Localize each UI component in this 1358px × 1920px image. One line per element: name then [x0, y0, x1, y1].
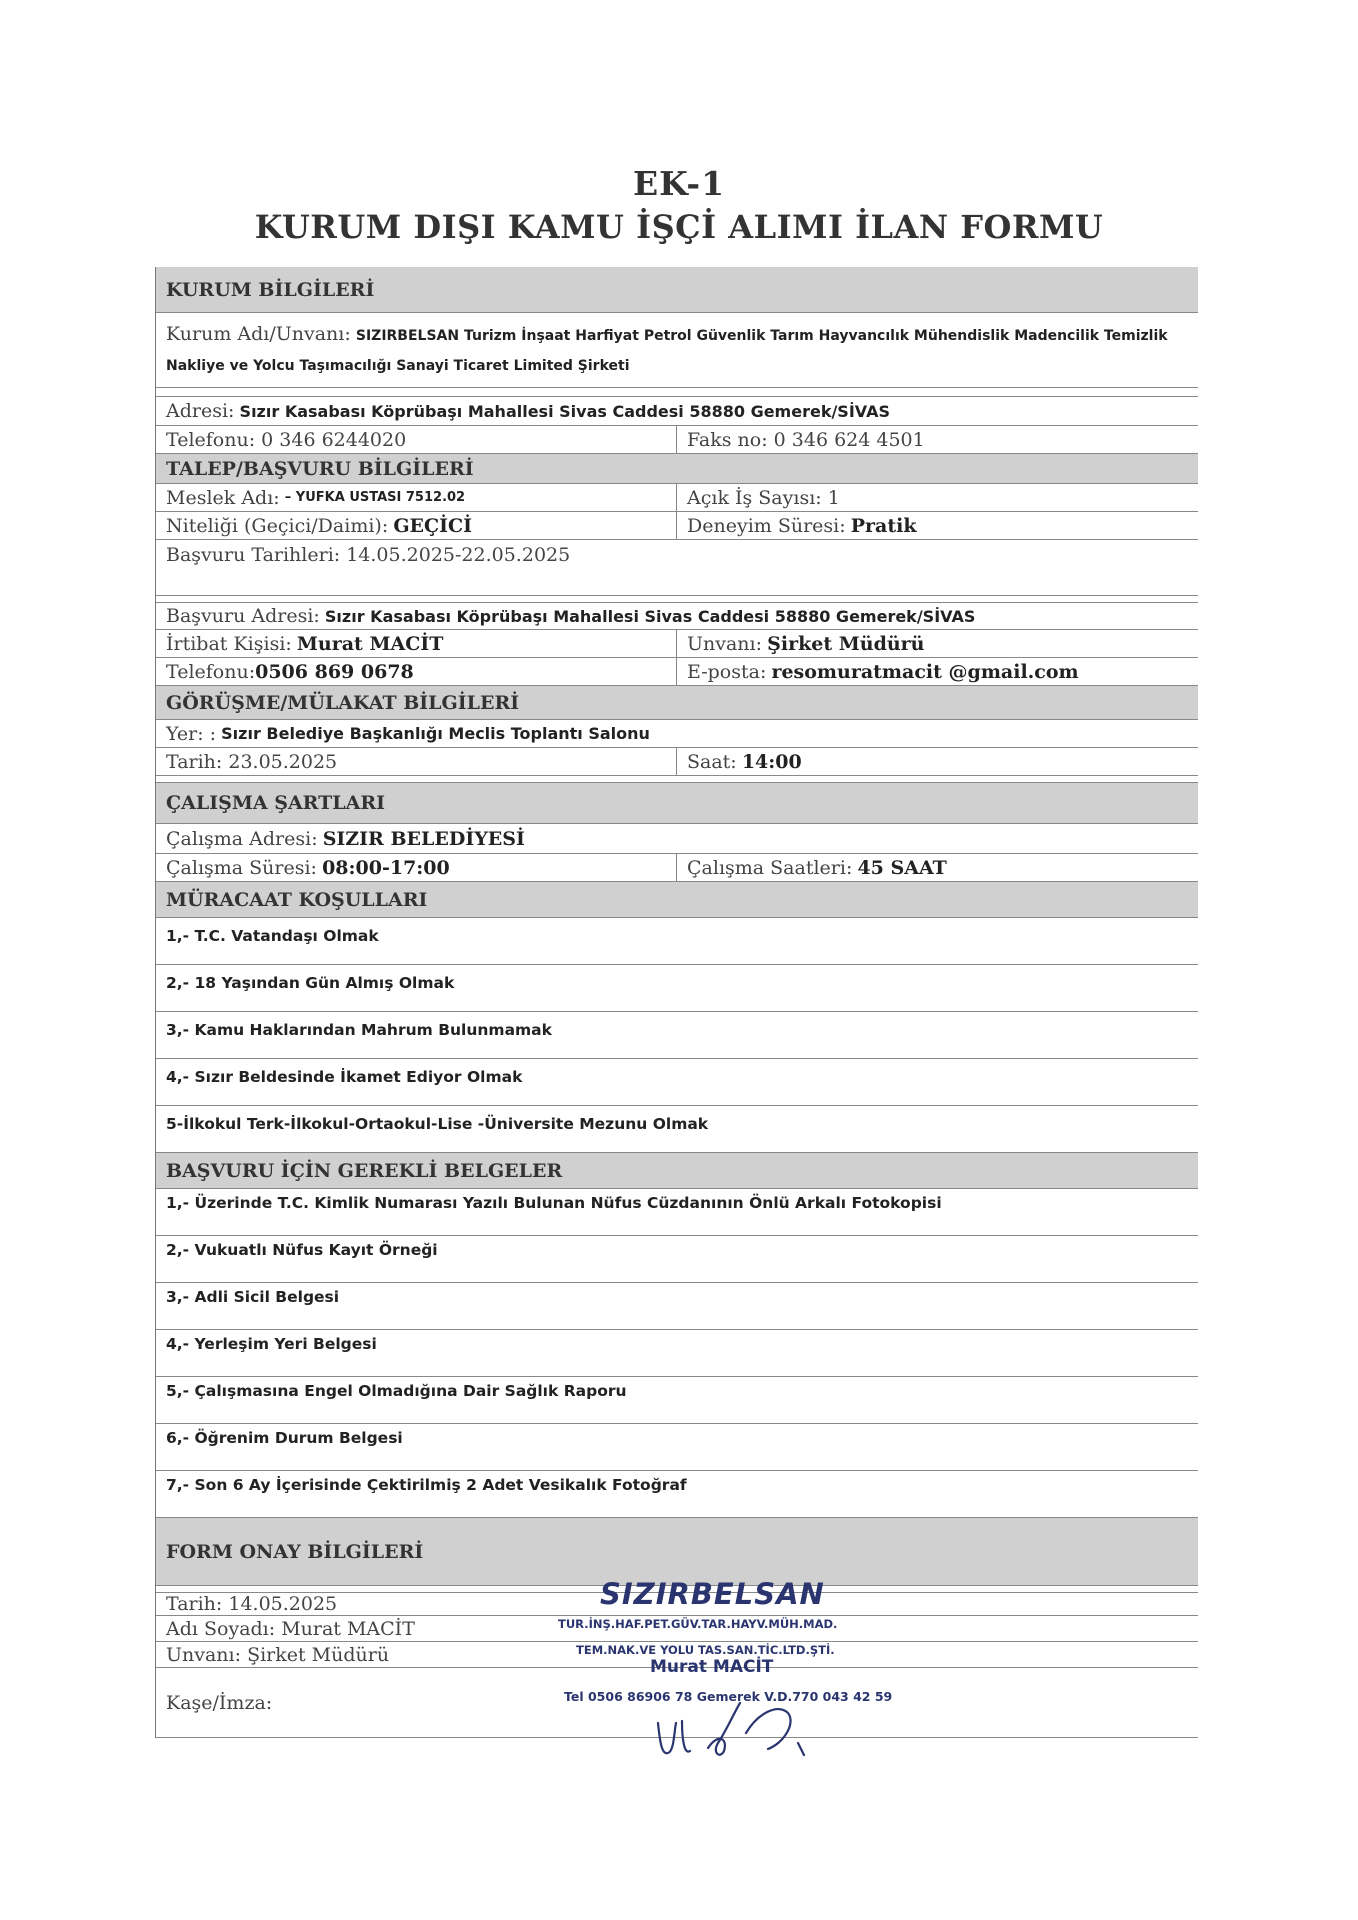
belge-item-2: 2,- Vukuatlı Nüfus Kayıt Örneği	[166, 1241, 438, 1259]
section-title: TALEP/BAŞVURU BİLGİLERİ	[166, 457, 474, 480]
section-title: MÜRACAAT KOŞULLARI	[166, 888, 428, 911]
stamp-name: Murat MACİT	[650, 1657, 774, 1677]
section-header-muracaat	[156, 882, 1198, 918]
basvuru-adres-label: Başvuru Adresi:	[166, 605, 320, 627]
onay-unvan: Unvanı: Şirket Müdürü	[166, 1643, 390, 1666]
list-item	[156, 1012, 1198, 1059]
calisma-sure-label: Çalışma Süresi:	[166, 856, 317, 879]
application-form	[155, 267, 1198, 1738]
muracaat-item-4: 4,- Sızır Beldesinde İkamet Ediyor Olmak	[166, 1068, 523, 1086]
company-stamp	[558, 1575, 898, 1775]
list-item	[156, 965, 1198, 1012]
saat-label: Saat:	[687, 750, 737, 773]
belge-item-6: 6,- Öğrenim Durum Belgesi	[166, 1429, 403, 1447]
basvuru-adres-row	[156, 602, 1198, 630]
section-title: ÇALIŞMA ŞARTLARI	[166, 792, 386, 814]
deneyim-label: Deneyim Süresi:	[687, 514, 846, 537]
yer-label: Yer: :	[166, 722, 217, 745]
nitelik-value: GEÇİCİ	[393, 514, 473, 537]
belge-item-4: 4,- Yerleşim Yeri Belgesi	[166, 1335, 377, 1353]
calisma-adres-label: Çalışma Adresi:	[166, 827, 318, 850]
document-code: EK-1	[632, 164, 726, 203]
muracaat-item-5: 5-İlkokul Terk-İlkokul-Ortaokul-Lise -Üniversite Mezunu Olmak	[166, 1115, 709, 1133]
nitelik-row	[156, 512, 1198, 540]
meslek-label: Meslek Adı:	[166, 486, 280, 509]
onay-adsoyad: Adı Soyadı: Murat MACİT	[166, 1617, 415, 1640]
yer-row	[156, 720, 1198, 748]
stamp-line-4: Tel 0506 86906 78 Gemerek V.D.770 043 42 59	[564, 1689, 893, 1704]
kurum-adres-row	[156, 396, 1198, 426]
kurum-adres-value: Sızır Kasabası Köprübaşı Mahallesi Sivas Caddesi 58880 Gemerek/SİVAS	[239, 401, 890, 421]
section-header-gorusme	[156, 686, 1198, 720]
section-header-calisma	[156, 782, 1198, 824]
muracaat-item-2: 2,- 18 Yaşından Gün Almış Olmak	[166, 974, 455, 992]
list-item	[156, 1424, 1198, 1471]
section-header-talep	[156, 454, 1198, 484]
yer-value: Sızır Belediye Başkanlığı Meclis Toplantı Salonu	[221, 724, 650, 743]
kurum-telefon: Telefonu: 0 346 6244020	[166, 428, 407, 451]
saat-value: 14:00	[741, 750, 802, 773]
muracaat-item-3: 3,- Kamu Haklarından Mahrum Bulunmamak	[166, 1021, 552, 1039]
irtibat-value: Murat MACİT	[296, 632, 444, 655]
kurum-faks: Faks no: 0 346 624 4501	[687, 428, 925, 451]
stamp-brand: SIZIRBELSAN	[600, 1577, 825, 1611]
meslek-row	[156, 484, 1198, 512]
irtibat-telefon-value: 0506 869 0678	[255, 660, 414, 683]
list-item	[156, 1377, 1198, 1424]
calisma-adres-row	[156, 824, 1198, 854]
list-item	[156, 1059, 1198, 1106]
meslek-value: – YUFKA USTASI 7512.02	[284, 490, 466, 505]
kurum-adi-row	[156, 313, 1198, 388]
list-item	[156, 1330, 1198, 1377]
list-item	[156, 1236, 1198, 1283]
list-item	[156, 918, 1198, 965]
basvuru-tarihleri-row	[156, 540, 1198, 596]
irtibat-label: İrtibat Kişisi:	[166, 632, 292, 655]
basvuru-tarihleri: Başvuru Tarihleri: 14.05.2025-22.05.2025	[166, 544, 571, 566]
calisma-adres-value: SIZIR BELEDİYESİ	[322, 827, 525, 850]
calisma-saatleri-value: 45 SAAT	[857, 856, 947, 879]
stamp-line-2: TEM.NAK.VE YOLU TAS.SAN.TİC.LTD.ŞTİ.	[576, 1643, 835, 1657]
basvuru-adres-value: Sızır Kasabası Köprübaşı Mahallesi Sivas Caddesi 58880 Gemerek/SİVAS	[324, 606, 976, 626]
list-item	[156, 1471, 1198, 1518]
irtibat-telefon-label: Telefonu:	[166, 660, 256, 683]
gorusme-tarih-row	[156, 748, 1198, 776]
eposta-label: E-posta:	[687, 660, 767, 683]
section-title: FORM ONAY BİLGİLERİ	[166, 1540, 424, 1563]
section-title: GÖRÜŞME/MÜLAKAT BİLGİLERİ	[166, 691, 520, 714]
calisma-sure-row	[156, 854, 1198, 882]
kurum-adi-value-2: Nakliye ve Yolcu Taşımacılığı Sanayi Ticaret Limited Şirketi	[166, 358, 630, 374]
kurum-adres-label: Adresi:	[166, 400, 235, 422]
section-title: BAŞVURU İÇİN GEREKLİ BELGELER	[166, 1159, 563, 1182]
document-title: KURUM DIŞI KAMU İŞÇİ ALIMI İLAN FORMU	[254, 208, 1104, 246]
kase-imza-label: Kaşe/İmza:	[166, 1691, 273, 1714]
nitelik-label: Niteliği (Geçici/Daimi):	[166, 514, 389, 537]
belge-item-3: 3,- Adli Sicil Belgesi	[166, 1288, 340, 1306]
irtibat-unvan-value: Şirket Müdürü	[767, 632, 925, 655]
kurum-adi-value-1: SIZIRBELSAN Turizm İnşaat Harfiyat Petrol Güvenlik Tarım Hayvancılık Mühendislik Madencilik Temizlik	[355, 328, 1168, 344]
muracaat-item-1: 1,- T.C. Vatandaşı Olmak	[166, 927, 379, 945]
list-item	[156, 1106, 1198, 1153]
belge-item-7: 7,- Son 6 Ay İçerisinde Çektirilmiş 2 Adet Vesikalık Fotoğraf	[166, 1476, 687, 1494]
section-header-belgeler	[156, 1153, 1198, 1189]
stamp-line-1: TUR.İNŞ.HAF.PET.GÜV.TAR.HAYV.MÜH.MAD.	[558, 1617, 838, 1631]
irtibat-telefon-row	[156, 658, 1198, 686]
gorusme-tarih: Tarih: 23.05.2025	[166, 750, 338, 773]
deneyim-value: Pratik	[850, 514, 917, 537]
signature-icon	[648, 1693, 848, 1773]
kurum-iletisim-row	[156, 426, 1198, 454]
calisma-sure-value: 08:00-17:00	[322, 856, 450, 879]
onay-tarih: Tarih: 14.05.2025	[166, 1593, 338, 1615]
belge-item-5: 5,- Çalışmasına Engel Olmadığına Dair Sağlık Raporu	[166, 1382, 627, 1400]
section-title: KURUM BİLGİLERİ	[166, 278, 375, 301]
eposta-value: resomuratmacit @gmail.com	[771, 660, 1079, 683]
belge-item-1: 1,- Üzerinde T.C. Kimlik Numarası Yazılı Bulunan Nüfus Cüzdanının Önlü Arkalı Fotokopisi	[166, 1194, 942, 1212]
irtibat-unvan-label: Unvanı:	[687, 632, 763, 655]
section-header-kurum	[156, 267, 1198, 313]
list-item	[156, 1189, 1198, 1236]
irtibat-row	[156, 630, 1198, 658]
kurum-adi-label: Kurum Adı/Unvanı:	[166, 323, 351, 345]
calisma-saatleri-label: Çalışma Saatleri:	[687, 856, 853, 879]
acik-is-sayisi: Açık İş Sayısı: 1	[687, 486, 840, 509]
list-item	[156, 1283, 1198, 1330]
